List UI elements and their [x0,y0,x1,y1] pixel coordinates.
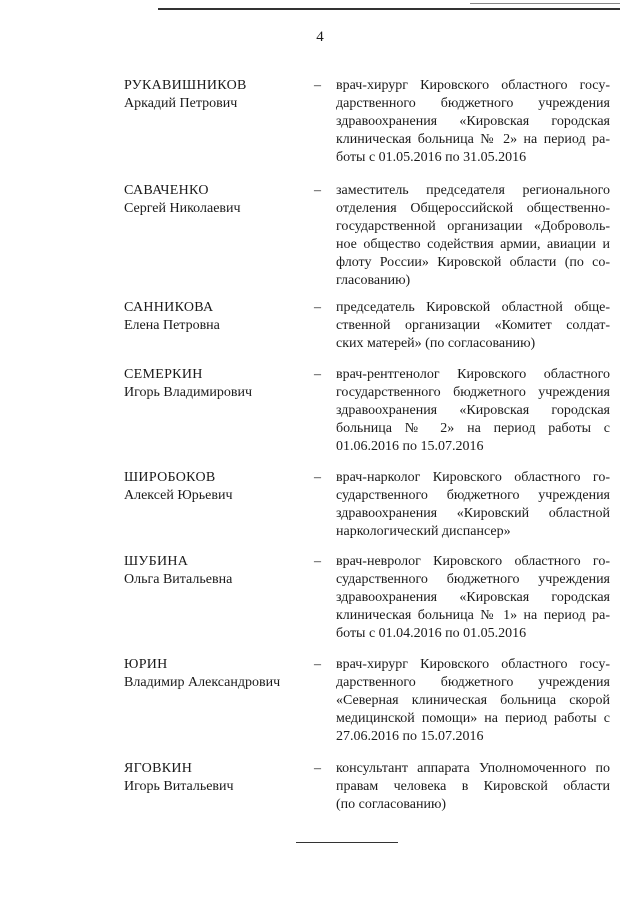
position-line: дарственного бюджетного учреждения [336,675,610,690]
member-position [336,77,610,167]
position-line: здравоохранения «Кировская городская [336,403,610,418]
member-surname: ШИРОБОКОВ [124,470,216,485]
member-surname: ЯГОВКИН [124,761,193,776]
member-position [336,299,610,353]
position-line: здравоохранения «Кировский областной [336,506,610,521]
member-name [124,553,324,589]
member-given-names: Владимир Александрович [124,675,281,690]
position-line: ное общество содействия армии, авиации и [336,237,610,252]
end-rule [296,842,398,843]
page-number: 4 [316,29,324,45]
entry-dash: – [314,554,321,569]
position-line: здравоохранения «Кировская городская [336,590,610,605]
entry-dash: – [314,78,321,93]
position-line: боты с 01.04.2016 по 01.05.2016 [336,626,527,641]
position-line: клиническая больница № 2» на период ра- [336,132,610,147]
position-line: заместитель председателя регионального [336,183,610,198]
position-line: клиническая больница № 1» на период ра- [336,608,610,623]
member-name [124,469,324,505]
position-line: 01.06.2016 по 15.07.2016 [336,439,484,454]
position-line: флоту России» Кировской области (по со- [336,255,610,270]
position-line: (по согласованию) [336,797,447,812]
entry-dash: – [314,761,321,776]
member-name [124,760,324,796]
member-name [124,299,324,335]
member-name [124,182,324,218]
member-surname: СЕМЕРКИН [124,367,203,382]
entry-dash: – [314,657,321,672]
position-line: здравоохранения «Кировская городская [336,114,610,129]
position-line: врач-хирург Кировского областного госу- [336,657,610,672]
position-line: консультант аппарата Уполномоченного по [336,761,610,776]
position-line: государственной организации «Доброволь- [336,219,610,234]
position-line: медицинской помощи» на период работы с [336,711,610,726]
position-line: больница № 2» на период работы с [336,421,610,436]
member-surname: ШУБИНА [124,554,189,569]
entry-dash: – [314,470,321,485]
top-thin-rule [470,3,620,4]
position-line: врач-нарколог Кировского областного го- [336,470,610,485]
member-surname: САННИКОВА [124,300,214,315]
member-given-names: Сергей Николаевич [124,201,241,216]
position-line: ственной организации «Комитет солдат- [336,318,610,333]
position-line: боты с 01.05.2016 по 31.05.2016 [336,150,527,165]
position-line: дарственного бюджетного учреждения [336,96,610,111]
member-given-names: Игорь Витальевич [124,779,234,794]
position-line: «Северная клиническая больница скорой [336,693,610,708]
position-line: врач-невролог Кировского областного го- [336,554,610,569]
member-given-names: Алексей Юрьевич [124,488,233,503]
member-given-names: Елена Петровна [124,318,220,333]
member-position [336,469,610,541]
entry-dash: – [314,300,321,315]
member-given-names: Игорь Владимирович [124,385,253,400]
position-line: врач-хирург Кировского областного госу- [336,78,610,93]
member-position [336,553,610,643]
position-line: сударственного бюджетного учреждения [336,572,610,587]
position-line: государственного бюджетного учреждения [336,385,610,400]
member-name [124,366,324,402]
member-surname: РУКАВИШНИКОВ [124,78,247,93]
member-position [336,366,610,456]
member-surname: САВАЧЕНКО [124,183,209,198]
position-line: врач-рентгенолог Кировского областного [336,367,610,382]
position-line: отделения Общероссийской общественно- [336,201,610,216]
entry-dash: – [314,367,321,382]
top-rule [158,8,620,10]
member-given-names: Ольга Витальевна [124,572,233,587]
member-given-names: Аркадий Петрович [124,96,238,111]
member-position [336,182,610,290]
position-line: наркологический диспансер» [336,524,511,539]
member-position [336,760,610,814]
position-line: ских матерей» (по согласованию) [336,336,536,351]
member-name [124,77,324,113]
position-line: правам человека в Кировской области [336,779,610,794]
member-name [124,656,324,692]
entry-dash: – [314,183,321,198]
position-line: гласованию) [336,273,411,288]
position-line: председатель Кировской областной обще- [336,300,610,315]
position-line: 27.06.2016 по 15.07.2016 [336,729,484,744]
member-surname: ЮРИН [124,657,168,672]
member-position [336,656,610,746]
position-line: сударственного бюджетного учреждения [336,488,610,503]
